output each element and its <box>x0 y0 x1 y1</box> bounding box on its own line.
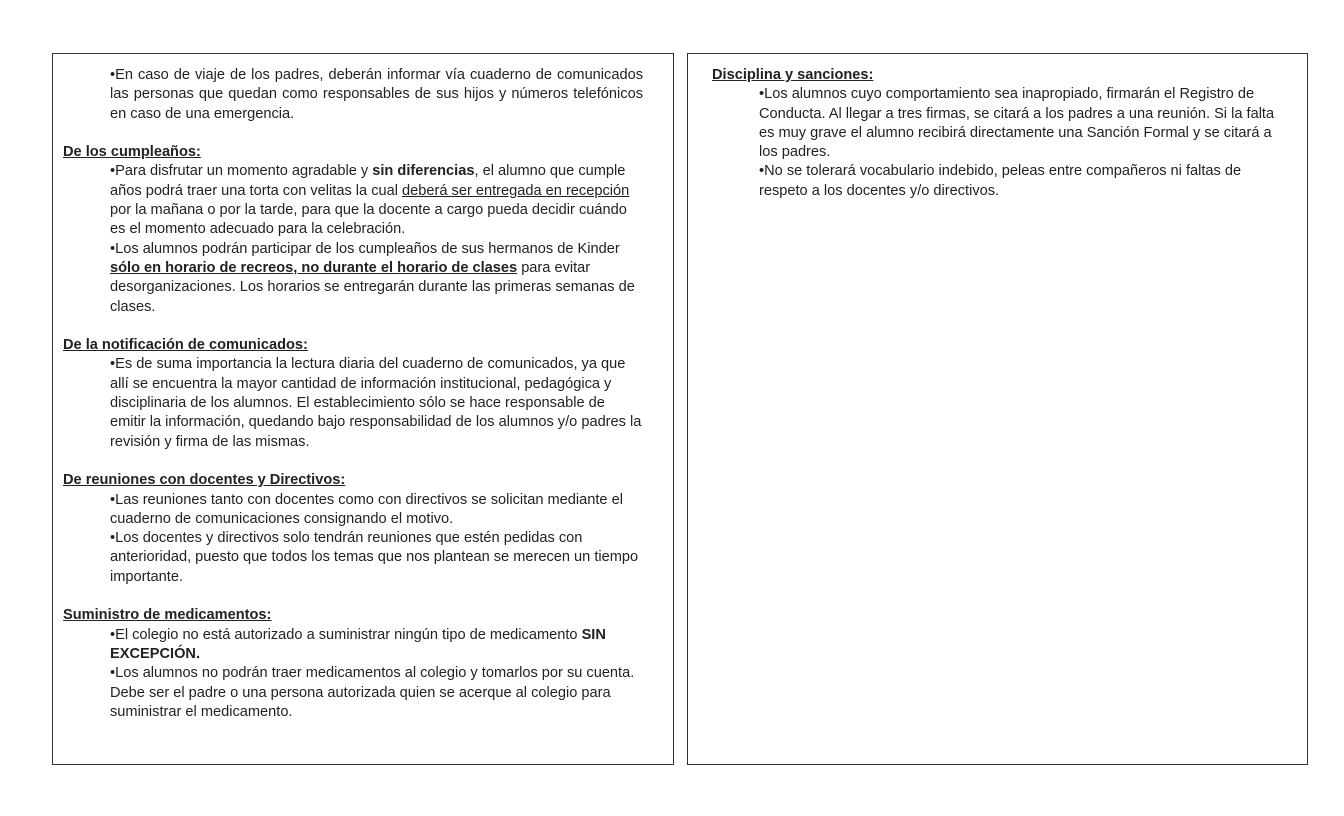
birthdays-bullet-2-text-b: para evitar desorganizaciones. Los horarios se entregarán durante las primeras semanas de clases. <box>110 259 635 315</box>
birthdays-heading: De los cumpleaños: <box>63 144 201 161</box>
birthdays-bullet-1-text-b: , el alumno que cumple años podrá traer una torta con velitas la cual <box>110 163 626 199</box>
notifications-heading: De la notificación de comunicados: <box>63 337 308 354</box>
medication-bullet-1-bold: SIN EXCEPCIÓN. <box>110 626 606 662</box>
right-page-content <box>688 54 1307 201</box>
spacer <box>63 317 643 336</box>
spacer <box>63 587 643 606</box>
medication-heading: Suministro de medicamentos: <box>63 607 272 624</box>
right-page-panel <box>687 53 1308 765</box>
spacer <box>63 452 643 471</box>
medication-bullet-1 <box>110 626 643 665</box>
medication-bullet-2: •Los alumnos no podrán traer medicamentos al colegio y tomarlos por su cuenta. Debe ser el padre o una persona autorizada quien se acerque al colegio para suministrar el medicamento. <box>110 665 635 720</box>
spacer <box>63 124 643 143</box>
birthdays-bullet-1 <box>110 162 643 239</box>
discipline-bullet-2: •No se tolerará vocabulario indebido, peleas entre compañeros ni faltas de respeto a los docentes y/o directivos. <box>759 163 1242 199</box>
birthdays-bullet-1-text-c: por la mañana o por la tarde, para que la docente a cargo pueda decidir cuándo es el momento adecuado para la celebración. <box>110 202 627 238</box>
discipline-heading: Disciplina y sanciones: <box>712 67 874 83</box>
birthdays-bullet-2-text-a: •Los alumnos podrán participar de los cumpleaños de sus hermanos de Kinder <box>110 240 620 257</box>
birthdays-bullet-1-underline: deberá ser entregada en recepción <box>402 182 630 199</box>
discipline-bullet-1: •Los alumnos cuyo comportamiento sea inapropiado, firmarán el Registro de Conducta. Al llegar a tres firmas, se citará a los padres a una reunión. Si la falta es muy grave el alumno recibirá directamente una Sanción Formal y se citará a los padres. <box>759 86 1275 161</box>
meetings-bullet-1: •Las reuniones tanto con docentes como con directivos se solicitan mediante el cuaderno de comunicaciones consignando el motivo. <box>110 491 623 527</box>
meetings-heading: De reuniones con docentes y Directivos: <box>63 472 346 489</box>
birthdays-bullet-1-text-a: •Para disfrutar un momento agradable y <box>110 163 373 180</box>
travel-notice-paragraph: •En caso de viaje de los padres, deberán informar vía cuaderno de comunicados las personas que quedan como responsables de sus hijos y números telefónicos en caso de una emergencia. <box>110 67 643 122</box>
birthdays-bullet-2-bold-underline: sólo en horario de recreos, no durante el horario de clases <box>110 259 518 276</box>
left-page-panel <box>52 53 674 765</box>
birthdays-bullet-2 <box>110 240 643 317</box>
left-page-content <box>53 54 673 722</box>
notifications-bullet-1: •Es de suma importancia la lectura diaria del cuaderno de comunicados, ya que allí se encuentra la mayor cantidad de información institucional, pedagógica y disciplinaria de los alumnos. El establecimiento sólo se hace responsable de emitir la información, quedando bajo responsabilidad de los alumnos y/o padres la revisión y firma de las mismas. <box>110 356 642 450</box>
birthdays-bullet-1-bold: sin diferencias <box>372 163 475 180</box>
medication-bullet-1-text: •El colegio no está autorizado a suministrar ningún tipo de medicamento <box>110 626 582 643</box>
meetings-bullet-2: •Los docentes y directivos solo tendrán reuniones que estén pedidas con anterioridad, puesto que todos los temas que nos plantean se merecen un tiempo importante. <box>110 530 639 585</box>
